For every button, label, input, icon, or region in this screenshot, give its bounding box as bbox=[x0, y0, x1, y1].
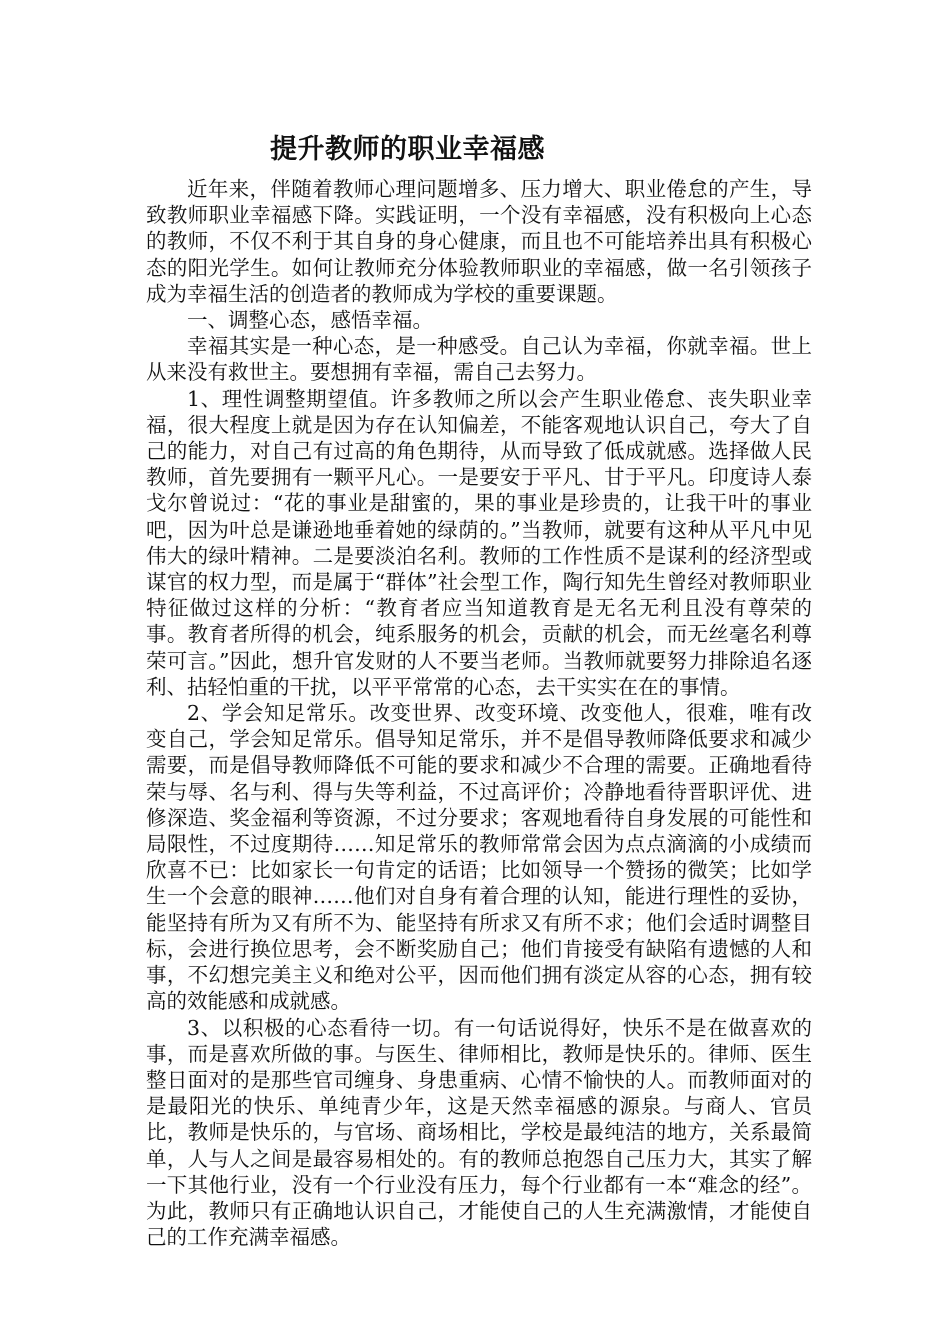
document-title: 提升教师的职业幸福感 bbox=[270, 134, 545, 165]
paragraph-point-1: 1、理性调整期望值。许多教师之所以会产生职业倦怠、丧失职业幸福，很大程度上就是因为存在认知偏差，不能客观地认识自己，夸大了自己的能力，对自己有过高的角色期待，从而导致了低成就感。选择做人民教师，首先要拥有一颗平凡心。一是要安于平凡、甘于平凡。印度诗人泰戈尔曾说过：“花的事业是甜蜜的，果的事业是珍贵的，让我干叶的事业吧，因为叶总是谦逊地垂着她的绿荫的。”当教师，就要有这种从平凡中见伟大的绿叶精神。二是要淡泊名利。教师的工作性质不是谋利的经济型或谋官的权力型，而是属于“群体”社会型工作，陶行知先生曾经对教师职业特征做过这样的分析：“教育者应当知道教育是无名无利且没有尊荣的事。教育者所得的机会，纯系服务的机会，贡献的机会，而无丝毫名利尊荣可言。”因此，想升官发财的人不要当老师。当教师就要努力排除追名逐利、拈轻怕重的干扰，以平平常常的心态，去干实实在在的事情。 bbox=[146, 386, 812, 699]
paragraph-point-3: 3、以积极的心态看待一切。有一句话说得好，快乐不是在做喜欢的事，而是喜欢所做的事。与医生、律师相比，教师是快乐的。律师、医生整日面对的是那些官司缠身、身患重病、心情不愉快的人。而教师面对的是最阳光的快乐、单纯青少年，这是天然幸福感的源泉。与商人、官员比，教师是快乐的，与官场、商场相比，学校是最纯洁的地方，关系最简单，人与人之间是最容易相处的。有的教师总抱怨自己压力大，其实了解一下其他行业，没有一个行业没有压力，每个行业都有一本“难念的经”。为此，教师只有正确地认识自己，才能使自己的人生充满激情，才能使自己的工作充满幸福感。 bbox=[146, 1015, 812, 1250]
paragraph-intro: 近年来，伴随着教师心理问题增多、压力增大、职业倦怠的产生，导致教师职业幸福感下降。实践证明，一个没有幸福感，没有积极向上心态的教师，不仅不利于其自身的身心健康，而且也不可能培养出具有积极心态的阳光学生。如何让教师充分体验教师职业的幸福感，做一名引领孩子成为幸福生活的创造者的教师成为学校的重要课题。 bbox=[146, 177, 812, 306]
paragraph-point-2: 2、学会知足常乐。改变世界、改变环境、改变他人，很难，唯有改变自己，学会知足常乐。倡导知足常乐，并不是倡导教师降低要求和减少需要，而是倡导教师降低不可能的要求和减少不合理的需要。正确地看待荣与辱、名与利、得与失等利益，不过高评价；冷静地看待晋职评优、进修深造、奖金福利等资源，不过分要求；客观地看待自身发展的可能性和局限性，不过度期待……知足常乐的教师常常会因为点点滴滴的小成绩而欣喜不已：比如家长一句肯定的话语；比如领导一个赞扬的微笑；比如学生一个会意的眼神……他们对自身有着合理的认知，能进行理性的妥协，能坚持有所为又有所不为、能坚持有所求又有所不求；他们会适时调整目标，会进行换位思考，会不断奖励自己；他们肯接受有缺陷有遗憾的人和事，不幻想完美主义和绝对公平，因而他们拥有淡定从容的心态，拥有较高的效能感和成就感。 bbox=[146, 701, 812, 1014]
paragraph-happiness-mindset: 幸福其实是一种心态，是一种感受。自己认为幸福，你就幸福。世上从来没有救世主。要想拥有幸福，需自己去努力。 bbox=[146, 334, 812, 385]
section-heading-1: 一、调整心态，感悟幸福。 bbox=[187, 308, 433, 333]
document-page bbox=[146, 128, 812, 1250]
